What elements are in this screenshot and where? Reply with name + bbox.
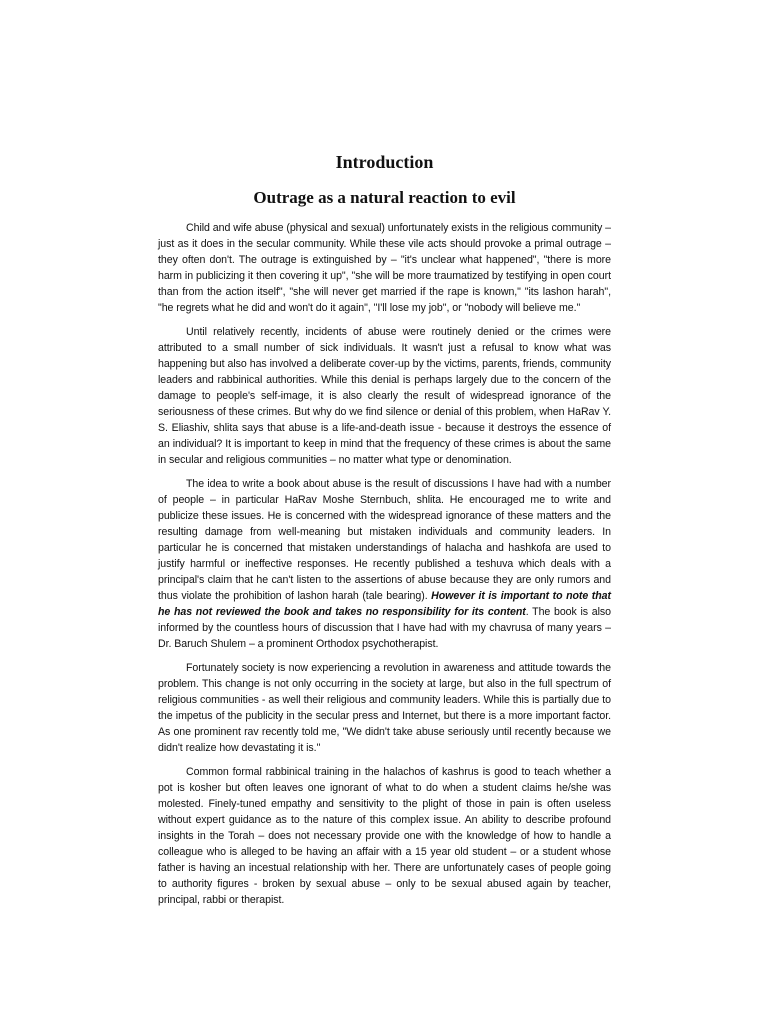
section-heading: Outrage as a natural reaction to evil bbox=[253, 188, 516, 207]
document-page bbox=[158, 150, 611, 916]
paragraph-3-text-before: The idea to write a book about abuse is the result of discussions I have had with a number of people – in particular HaRav Moshe Sternbuch, shlita. He encouraged me to write and publicize these issues. He is concerned with the widespread ignorance of these matters and the resulting damage from well-meaning but mistaken individuals and community leaders. In particular he is concerned that mistaken understandings of halacha and hashkofa are used to justify harmful or ineffective responses. He recently published a teshuva which deals with a principal's claim that he can't listen to the assertions of abuse because they are only rumors and thus violate the prohibition of lashon harah (tale bearing). bbox=[158, 478, 611, 602]
paragraph-4: Fortunately society is now experiencing a revolution in awareness and attitude towards the problem. This change is not only occurring in the society at large, but also in the full spectrum of religious communities - as well their religious and community leaders. While this is partially due to the impetus of the publicity in the secular press and Internet, but there is a more important factor. As one prominent rav recently told me, "We didn't take abuse seriously until recently because we didn't realize how devastating it is." bbox=[158, 662, 611, 754]
paragraph-3 bbox=[158, 476, 611, 652]
page-title: Introduction bbox=[335, 152, 434, 172]
disclaimer-emphasis: However it is important to note that he has not reviewed the book and takes no responsibility for its content bbox=[158, 590, 612, 618]
paragraph-1: Child and wife abuse (physical and sexual) unfortunately exists in the religious community – just as it does in the secular community. While these vile acts should provoke a primal outrage – they often don't. The outrage is extinguished by – "it's unclear what happened", "there is more harm in publicizing it then covering it up", "she will be more traumatized by testifying in open court than from the action itself", "she will never get married if the rape is known," "its lashon harah", "he regrets what he did and won't do it again", "I'll lose my job", or "nobody will believe me." bbox=[158, 222, 611, 314]
paragraph-2: Until relatively recently, incidents of abuse were routinely denied or the crimes were attributed to a small number of sick individuals. It wasn't just a refusal to know what was happening but also has involved a deliberate cover-up by the victims, parents, friends, community leaders and rabbinical authorities. While this denial is perhaps largely due to the concern of the damage to people's self-image, it is also clearly the result of widespread ignorance of the seriousness of these crimes. But why do we find silence or denial of this problem, when HaRav Y. S. Eliashiv, shlita says that abuse is a life-and-death issue - because it destroys the essence of an individual? It is important to keep in mind that the frequency of these crimes is about the same in secular and religious communities – no matter what type or denomination. bbox=[158, 326, 611, 466]
paragraph-5: Common formal rabbinical training in the halachos of kashrus is good to teach whether a pot is kosher but often leaves one ignorant of what to do when a student claims he/she was molested. Finely-tuned empathy and sensitivity to the plight of those in pain is often useless without expert guidance as to the nature of this complex issue. An ability to describe profound insights in the Torah – does not necessary provide one with the knowledge of how to handle a colleague who is alleged to be having an affair with a 15 year old student – or a student whose father is having an incestual relationship with her. There are unfortunately cases of people going to authority figures - broken by sexual abuse – only to be sexual abused again by teacher, principal, rabbi or therapist. bbox=[158, 766, 611, 906]
paragraph-3-text-after: . The book is also informed by the countless hours of discussion that I have had with my chavrusa of many years – Dr. Baruch Shulem – a prominent Orthodox psychotherapist. bbox=[158, 606, 611, 650]
